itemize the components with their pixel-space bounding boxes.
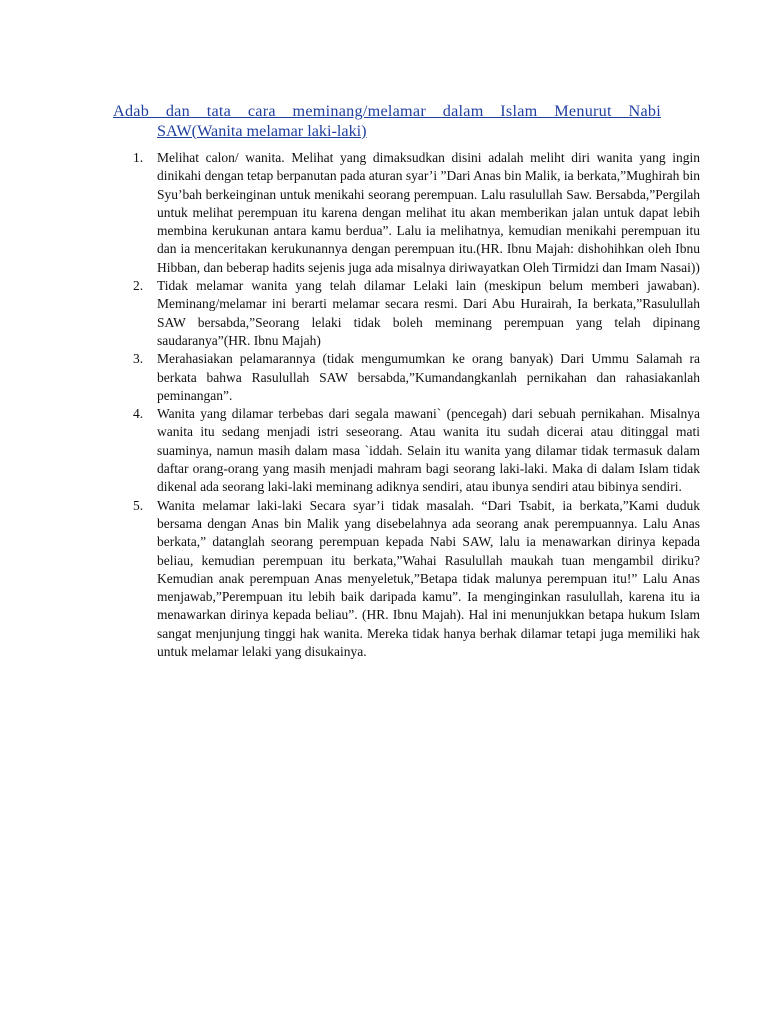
list-item-2 [133, 277, 700, 350]
document-title[interactable] [113, 101, 661, 141]
list-item-4 [133, 405, 700, 496]
title-line-1[interactable]: Adab dan tata cara meminang/melamar dalam Islam Menurut Nabi [113, 101, 661, 120]
list-item-number: 3. [133, 351, 144, 367]
list-item-text: Tidak melamar wanita yang telah dilamar Lelaki lain (meskipun belum memberi jawaban). Meminang/melamar ini berarti melamar secara resmi. Dari Abu Hurairah, Ia berkata,”Rasulullah SAW bersabda,”Seorang lelaki tidak boleh meminang perempuan yang telah dipinang saudaranya”(HR. Ibnu Majah) [157, 278, 700, 348]
list-item-number: 4. [133, 406, 144, 422]
list-item-3 [133, 350, 700, 405]
list-item-text: Wanita melamar laki-laki Secara syar’i tidak masalah. “Dari Tsabit, ia berkata,”Kami duduk bersama dengan Anas bin Malik yang disebelahnya ada seorang anak perempuannya. Lalu Anas berkata,” datanglah seorang perempuan kepada Nabi SAW, lalu ia menawarkan dirinya kepada beliau, kemudian perempuan itu berkata,”Wahai Rasulullah maukah tuan mengambil diriku? Kemudian anak perempuan Anas menyeletuk,”Betapa tidak malunya perempuan itu!” Lalu Anas menjawab,”Perempuan itu lebih baik daripada kamu”. Ia menginginkan rasulullah, karena itu ia menawarkan dirinya kepada beliau”. (HR. Ibnu Majah). Hal ini menunjukkan betapa hukum Islam sangat menjunjung tinggi hak wanita. Mereka tidak hanya berhak dilamar tetapi juga memiliki hak untuk melamar lelaki yang disukainya. [157, 497, 700, 660]
title-line-2[interactable]: SAW(Wanita melamar laki-laki) [157, 121, 367, 140]
list-item-5 [133, 497, 700, 662]
list-item-number: 1. [133, 150, 144, 165]
numbered-list [113, 149, 700, 661]
list-item-text: Wanita yang dilamar terbebas dari segala mawani` (pencegah) dari sebuah pernikahan. Misalnya wanita itu sedang menjadi istri seseorang. Atau wanita itu sudah dicerai atau ditinggal mati suaminya, namun masih dalam masa `iddah. Selain itu wanita yang dilamar tidak termasuk dalam daftar orang-orang yang masih menjadi mahram bagi seorang laki-laki. Maka di dalam Islam tidak dikenal ada seorang laki-laki meminang adiknya sendiri, atau ibunya sendiri atau bibinya sendiri. [157, 406, 700, 495]
list-item-text: Melihat calon/ wanita. Melihat yang dimaksudkan disini adalah meliht diri wanita yang ingin dinikahi dengan tetap berpanutan pada aturan syar’i ”Dari Anas bin Malik, ia berkata,”Mughirah bin Syu’bah berkeinginan untuk menikahi seorang perempuan. Lalu rasulullah Saw. Bersabda,”Pergilah untuk melihat perempuan itu karena dengan melihat itu akan memberikan jalan untuk dapat lebih membina kerukunan antara kamu berdua”. Lalu ia melihatnya, kemudian menikahi perempuan itu dan ia menceritakan kerukunannya dengan perempuan itu.(HR. Ibnu Majah: dishohihkan oleh Ibnu Hibban, dan beberap hadits sejenis juga ada misalnya diriwayatkan Oleh Tirmidzi dan Imam Nasai)) [157, 150, 700, 275]
list-item-number: 2. [133, 278, 144, 294]
list-item-1 [133, 149, 700, 277]
list-item-text: Merahasiakan pelamarannya (tidak mengumumkan ke orang banyak) Dari Ummu Salamah ra berkata bahwa Rasulullah SAW bersabda,”Kumandangkanlah pernikahan dan rahasiakanlah peminangan”. [157, 351, 700, 403]
list-item-number: 5. [133, 497, 144, 513]
